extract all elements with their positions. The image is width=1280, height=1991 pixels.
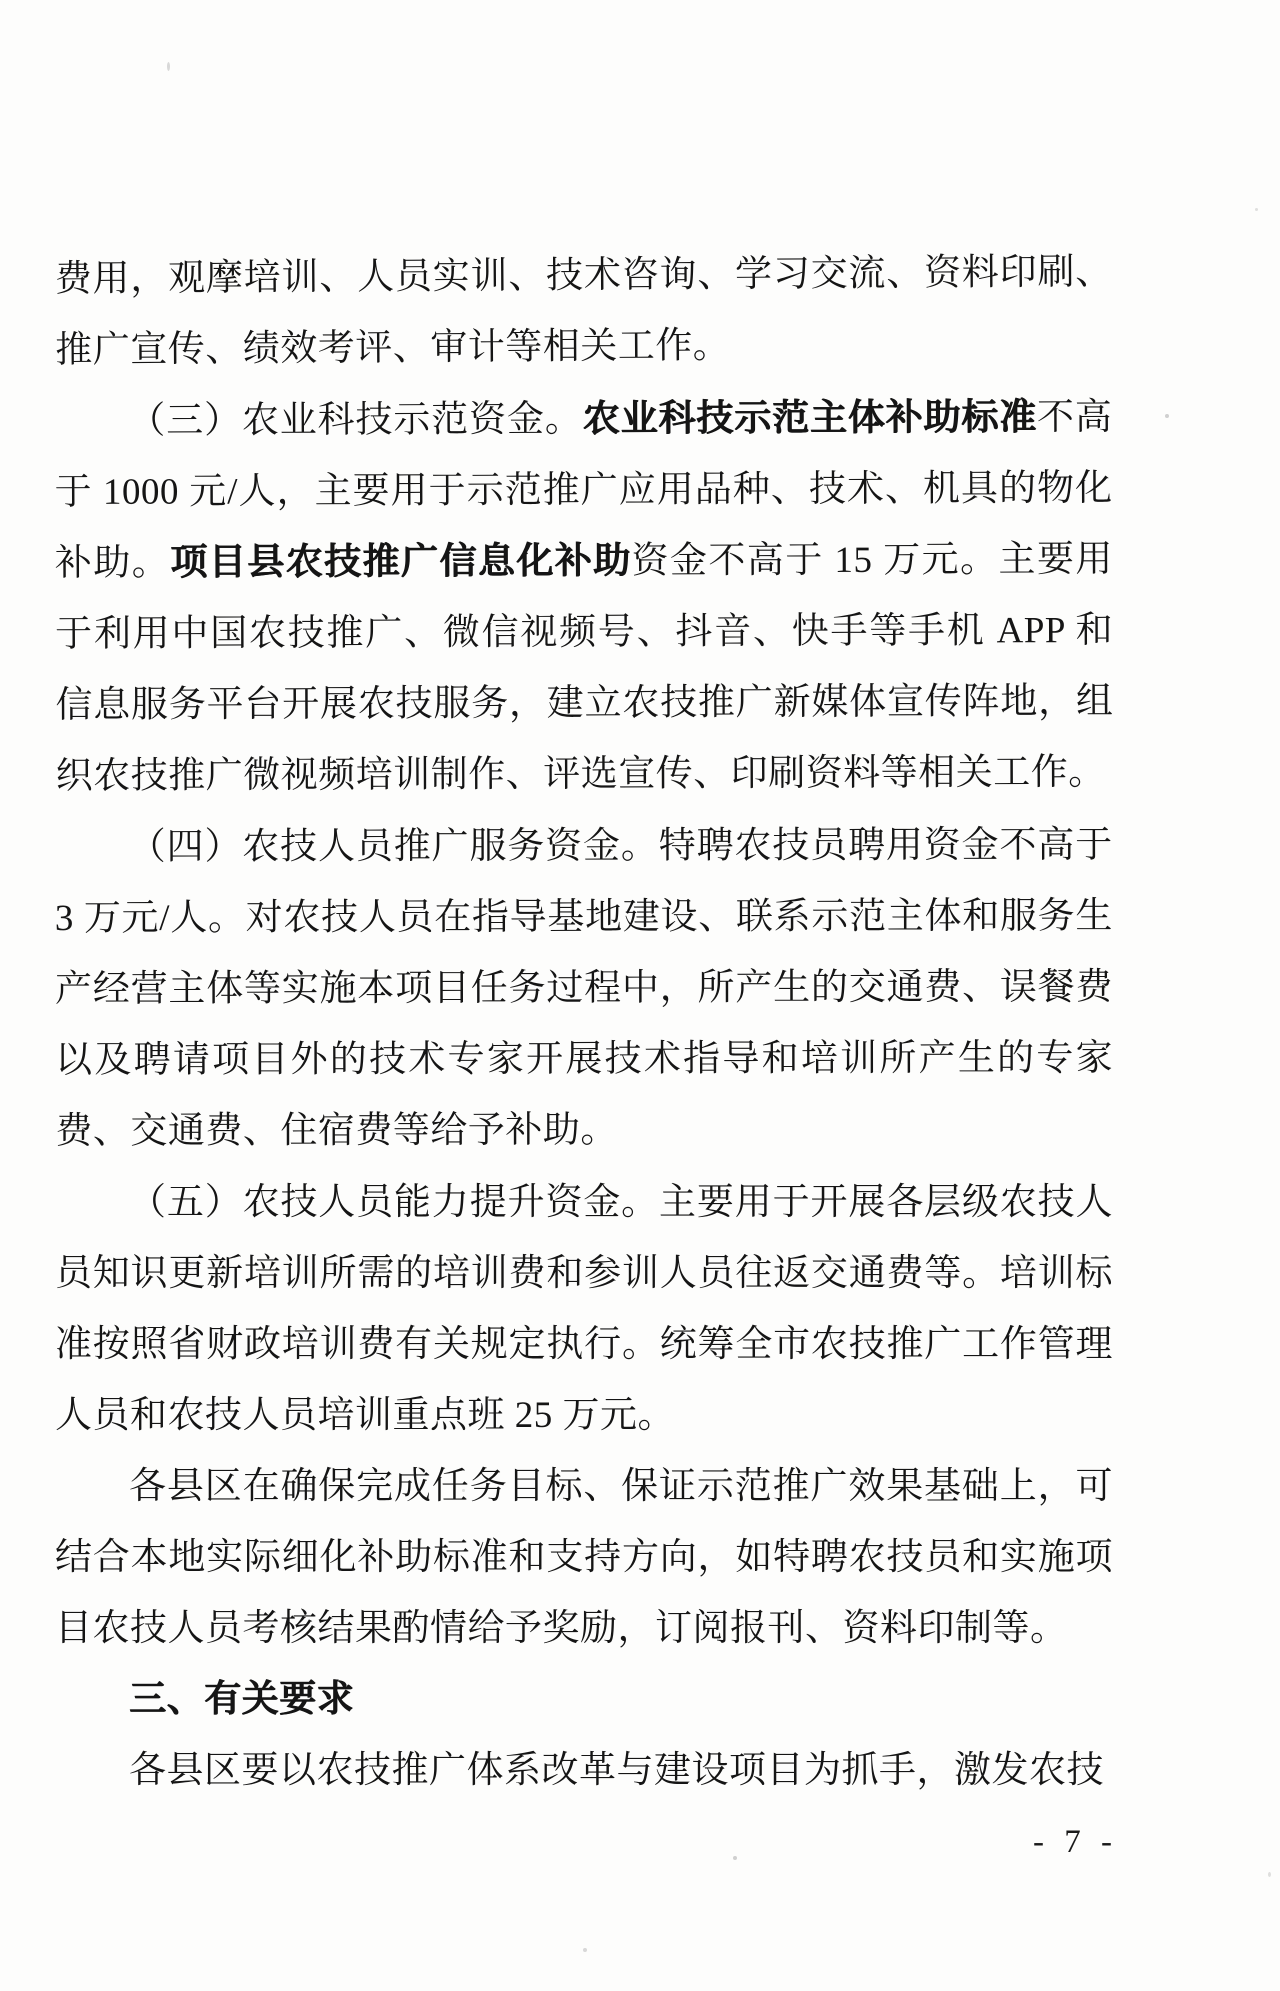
paragraph	[55, 1451, 1113, 1664]
scan-speck	[1165, 414, 1169, 418]
scan-speck	[462, 1489, 465, 1492]
text-run: 不高于 1000 元/人，主要用于示范推广应用品种、技术、机具的物化补助。	[54, 396, 1113, 585]
scan-speck	[167, 62, 170, 71]
text-run: （四）农技人员推广服务资金。特聘农技员聘用资金不高于 3 万元/人。对农技人员在指导基地建设、联系示范主体和服务生产经营主体等实施本项目任务过程中，所产生的交通费、误餐费以及聘请项目外的技术专家开展技术指导和培训所产生的专家费、交通费、住宿费等给予补助。	[54, 824, 1114, 1152]
section-heading	[55, 1664, 1113, 1735]
text-run: 资金不高于 15 万元。主要用于利用中国农技推广、微信视频号、抖音、快手等手机 APP 和信息服务平台开展农技服务，建立农技推广新媒体宣传阵地，组织农技推广微视频培训制作、评选宣传、印刷资料等相关工作。	[55, 538, 1114, 797]
paragraph	[55, 237, 1114, 386]
bold-text-run: 农业科技示范主体补助标准	[582, 397, 1038, 440]
scan-speck	[583, 1948, 587, 1952]
paragraph	[55, 1167, 1113, 1451]
text-body	[55, 244, 1113, 1806]
text-run: 各县区要以农技推广体系改革与建设项目为抓手，激发农技	[129, 1750, 1104, 1791]
text-run: 各县区在确保完成任务目标、保证示范推广效果基础上，可结合本地实际细化补助标准和支持方向，如特聘农技员和实施项目农技人员考核结果酌情给予奖励，订阅报刊、资料印制等。	[55, 1466, 1113, 1649]
text-run: （五）农技人员能力提升资金。主要用于开展各层级农技人员知识更新培训所需的培训费和参训人员往返交通费等。培训标准按照省财政培训费有关规定执行。统筹全市农技推广工作管理人员和农技人员培训重点班 25 万元。	[55, 1182, 1113, 1436]
paragraph	[54, 382, 1114, 812]
bold-text-run: 三、有关要求	[129, 1679, 354, 1720]
paragraph	[55, 810, 1114, 1167]
text-run: 费用，观摩培训、人员实训、技术咨询、学习交流、资料印刷、推广宣传、绩效考评、审计等相关工作。	[54, 251, 1113, 371]
scan-speck	[1268, 1872, 1271, 1877]
bold-text-run: 项目县农技推广信息化补助	[170, 540, 632, 584]
page-number: - 7 -	[1033, 1824, 1118, 1860]
text-run: （三）农业科技示范资金。	[128, 398, 583, 442]
scan-speck	[733, 1856, 737, 1860]
scan-speck	[1255, 208, 1258, 211]
paragraph	[55, 1735, 1113, 1806]
